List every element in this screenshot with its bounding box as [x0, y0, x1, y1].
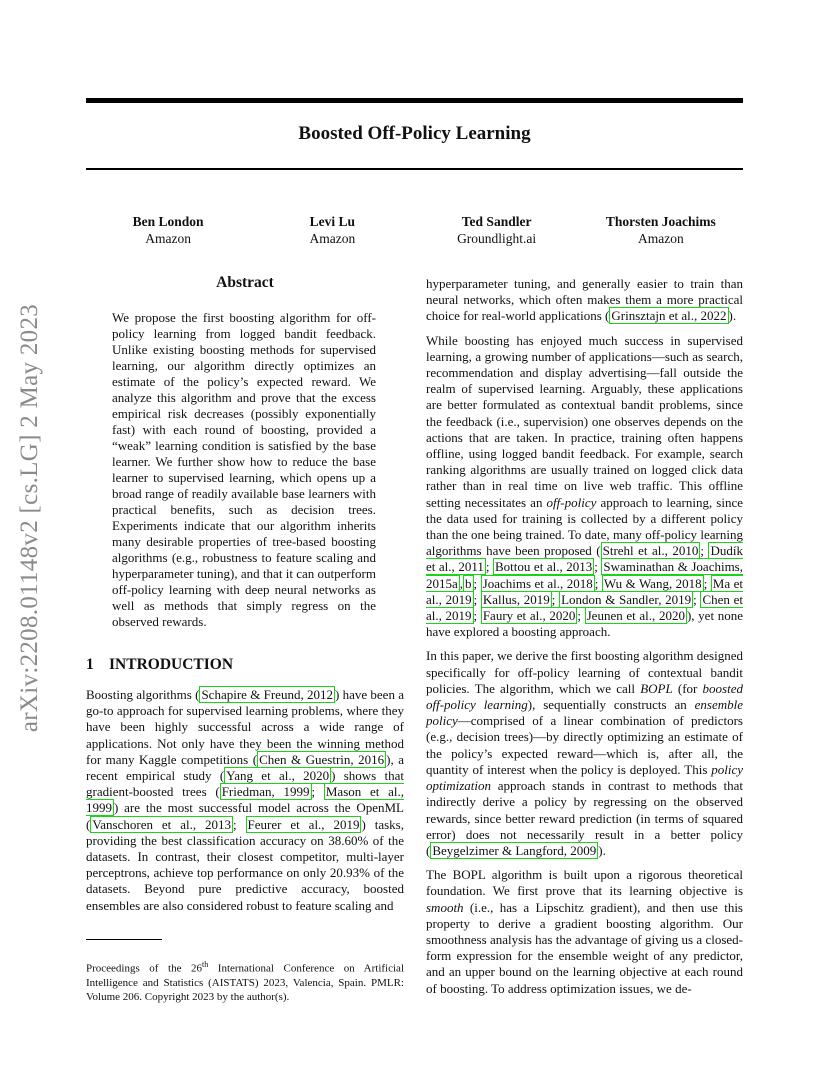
abstract-text: We propose the first boosting algorithm for off-policy learning from logged bandit feedback. Unlike existing boosting methods for supervised learning, our algorithm directly optimizes an estimate of the policy’s expected reward. We analyze this algorithm and prove that the excess empirical risk decreases (possibly exponentially fast) with each round of boosting, provided a “weak” learning condition is satisfied by the base learner. We further show how to reduce the base learner to supervised learning, which opens up a broad range of readily available base learners with practical benefits, such as decision trees. Experiments indicate that our algorithm inherits many desirable properties of tree-based boosting algorithms (e.g., robustness to feature scaling and hyperparameter tuning), and that it can outperform off-policy learning with deep neural networks as well as methods that simply regress on the observed rewards. — [112, 310, 376, 629]
left-column — [86, 274, 404, 1004]
author-name: Ben London — [132, 214, 204, 229]
paper-title: Boosted Off-Policy Learning — [298, 123, 531, 144]
citation-link[interactable]: Vanschoren et al., 2013 — [92, 816, 231, 832]
citation-link[interactable]: Bottou et al., 2013 — [495, 559, 593, 575]
text-run: (i.e., has a Lipschitz gradient), and then use this property to derive a gradient boosting algorithm. Our smoothness analysis has the advantage of giving us a closed-form expression for the ensemble weight of any predictor, and an upper bound on the learning objective at each round of boosting. To address optimization issues, we de- — [426, 899, 743, 996]
separator: ; — [473, 591, 481, 607]
separator: ; — [473, 575, 481, 591]
separator: ; — [693, 591, 701, 607]
arxiv-sidebar — [14, 288, 46, 748]
right-column — [426, 276, 743, 1005]
citation-link[interactable]: Chen & Guestrin, 2016 — [259, 751, 385, 767]
text-run: ). — [728, 308, 737, 324]
intro-paragraph-3 — [426, 648, 743, 859]
abstract-heading: Abstract — [216, 274, 274, 291]
author-name: Ted Sandler — [461, 214, 532, 229]
author-3 — [415, 213, 579, 247]
emphasis: boosted off-policy learning — [426, 680, 743, 713]
text-run: ; — [233, 816, 246, 832]
text-run: Proceedings of the 26 — [86, 962, 202, 975]
author-4 — [579, 213, 743, 247]
citation-link[interactable]: Ma et al., 2019 — [426, 575, 743, 607]
intro-paragraph-continued — [426, 276, 743, 325]
section-heading — [86, 656, 404, 674]
separator: ; — [594, 575, 602, 591]
citation-link[interactable]: Grinsztajn et al., 2022 — [611, 308, 727, 324]
citation-link[interactable]: Friedman, 1999 — [221, 784, 310, 800]
citation-link[interactable]: Feurer et al., 2019 — [247, 816, 360, 832]
citation-link[interactable]: Schapire & Freund, 2012 — [201, 687, 333, 702]
separator: ; — [473, 608, 481, 624]
emphasis: off-policy — [546, 494, 597, 510]
separator: ; — [700, 543, 709, 559]
citation-link[interactable]: Joachims et al., 2018 — [482, 575, 593, 591]
author-affiliation: Amazon — [145, 231, 191, 246]
separator: ; — [551, 591, 560, 607]
citation-link[interactable]: Dudík et al., 2011 — [426, 543, 743, 575]
citation-link[interactable]: Kallus, 2019 — [482, 591, 550, 607]
citation-link[interactable]: Yang et al., 2020 — [226, 768, 330, 784]
emphasis: BOPL — [640, 680, 673, 696]
separator: ; — [594, 559, 602, 575]
title-rule-bottom — [86, 168, 743, 170]
author-affiliation: Groundlight.ai — [457, 231, 537, 246]
emphasis: ensemble policy — [426, 697, 743, 729]
text-run: ). — [598, 842, 606, 858]
footnote-rule — [86, 939, 162, 940]
author-affiliation: Amazon — [309, 231, 356, 246]
citation-link[interactable]: Strehl et al., 2010 — [602, 543, 699, 559]
section-title: INTRODUCTION — [109, 656, 234, 673]
text-run: —comprised of a linear combination of predictors (e.g., decision trees)—by directly optimizing an estimate of the policy’s expected reward—which is, after all, the quantity of interest when the policy is deployed. This — [426, 713, 743, 777]
citation-link[interactable]: Jeunen et al., 2020 — [586, 608, 685, 624]
text-run: (for — [672, 680, 703, 696]
citation-link[interactable]: London & Sandler, 2019 — [561, 591, 692, 607]
intro-paragraph-1 — [86, 687, 404, 914]
intro-paragraph-2 — [426, 333, 743, 641]
arxiv-identifier: arXiv:2208.01148v2 [cs.LG] 2 May 2023 — [16, 303, 43, 733]
text-run: approach stands in contrast to methods that indirectly derive a policy by regressing on the observed rewards, since better reward prediction (in terms of squared error) does not necessarily result in a better policy ( — [426, 778, 743, 858]
title-rule-top — [86, 98, 743, 103]
text-run: ) shows that gradient-boosted trees ( — [86, 768, 405, 800]
author-block — [86, 213, 743, 247]
text-run: ; — [311, 784, 324, 800]
text-run: In this paper, we derive the first boosting algorithm designed specifically for off-policy learning of contextual bandit policies. The algorithm, which we call — [426, 648, 743, 696]
author-2 — [250, 213, 414, 247]
author-name: Thorsten Joachims — [605, 214, 716, 229]
text-run: The BOPL algorithm is built upon a rigorous theoretical foundation. We first prove that its learning objective is — [426, 867, 743, 899]
footnote-superscript: th — [202, 959, 209, 969]
separator: , — [459, 575, 464, 591]
text-run: ), yet none have explored a boosting approach. — [426, 608, 743, 640]
citation-link[interactable]: Beygelzimer & Langford, 2009 — [432, 842, 597, 858]
citation-link[interactable]: Wu & Wang, 2018 — [603, 575, 702, 591]
citation-link[interactable]: Swaminathan & Joachims, 2015a — [426, 559, 743, 591]
citation-link[interactable]: Mason et al., 1999 — [86, 784, 404, 816]
author-1 — [86, 213, 250, 247]
text-run: ) tasks, providing the best classification accuracy on 38.60% of the datasets. In contrast, their closest competitor, multi-layer perceptrons, achieve top performance on only 20.93% of the datasets. Beyond pure predictive accuracy, boosted ensembles are also considered robust to feature scaling and — [86, 816, 404, 913]
text-run: ), sequentially constructs an — [527, 697, 695, 713]
citation-link[interactable]: Faury et al., 2020 — [482, 608, 576, 624]
text-run: While boosting has enjoyed much success in supervised learning, a growing number of applications—such as search, recommendation and display advertising—fall outside the realm of supervised learning. Arguably, these applications are better formulated as contextual bandit problems, since the feedback (i.e., supervision) one observes depends on the actions that are taken. In practice, training often happens offline, using logged bandit feedback. For example, search ranking algorithms are usually trained on logged click data rather than in real time on live web traffic. This offline setting necessitates an — [426, 332, 743, 510]
citation-link[interactable]: b — [465, 575, 472, 591]
section-number: 1 — [86, 656, 94, 673]
text-run: ) are the most successful model across the OpenML ( — [86, 800, 404, 832]
emphasis: policy optimization — [426, 761, 743, 794]
intro-paragraph-4 — [426, 867, 743, 997]
text-run: hyperparameter tuning, and generally easier to train than neural networks, which often makes them a more practical choice for real-world applications ( — [426, 276, 743, 324]
text-run: International Conference on Artificial Intelligence and Statistics (AISTATS) 2023, Valencia, Spain. PMLR: Volume 206. Copyright 2023 by the author(s). — [86, 962, 404, 1003]
emphasis: smooth — [426, 899, 464, 915]
text-run: ), a recent empirical study ( — [86, 751, 404, 784]
separator: ; — [577, 608, 585, 624]
separator: ; — [485, 559, 493, 575]
author-name: Levi Lu — [309, 214, 356, 229]
separator: ; — [703, 575, 711, 591]
text-run: Boosting algorithms ( — [86, 687, 200, 702]
footnote — [86, 958, 404, 1004]
citation-link[interactable]: Chen et al., 2019 — [426, 591, 743, 624]
text-run: ) have been a go-to approach for supervised learning problems, where they have been highly successful across a wide range of applications. Not only have they been the winning method for many Kaggle competitions ( — [86, 687, 404, 767]
text-run: approach to learning, since the data used for training is collected by a different policy than the one being trained. To date, many off-policy learning algorithms have been proposed ( — [426, 494, 743, 559]
author-affiliation: Amazon — [638, 231, 684, 246]
